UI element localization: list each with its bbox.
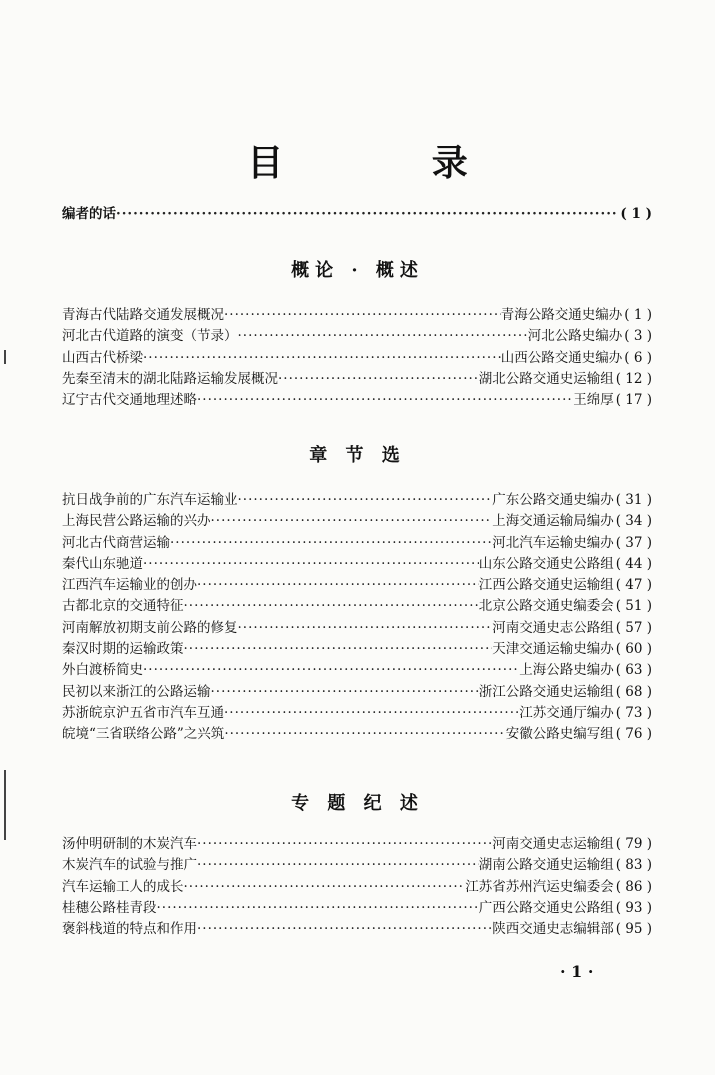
entry-page: ( 3 ) — [624, 328, 652, 345]
entry-author: 北京公路交通史编委会 — [478, 598, 614, 615]
entry-title: 江西汽车运输业的创办 — [62, 577, 197, 594]
section-list — [62, 305, 652, 411]
entry-page: ( 76 ) — [615, 726, 652, 743]
entry-page: ( 63 ) — [615, 662, 652, 679]
entry-title: 河北古代商营运输 — [62, 534, 170, 551]
entry-title: 木炭汽车的试验与推广 — [62, 857, 197, 874]
entry-author: 河南交通史志公路组 — [492, 619, 614, 636]
leader-dots — [197, 575, 479, 596]
leader-dots — [278, 369, 479, 390]
entry-author: 河南交通史志运输组 — [492, 836, 614, 852]
leader-dots — [143, 554, 479, 575]
leader-dots — [238, 618, 493, 639]
toc-entry[interactable] — [62, 618, 652, 639]
scan-margin-mark — [4, 770, 6, 840]
leader-dots — [211, 682, 479, 703]
entry-title: 河南解放初期支前公路的修复 — [62, 619, 238, 636]
toc-entry[interactable] — [62, 855, 652, 876]
section-heading: 章 节 选 — [309, 445, 406, 466]
leader-dots — [211, 511, 493, 532]
leader-dots — [224, 305, 501, 326]
toc-entry[interactable] — [62, 877, 652, 898]
entry-author: 江苏交通厅编办 — [519, 704, 614, 721]
toc-entry[interactable] — [62, 511, 652, 532]
entry-page: ( 68 ) — [615, 683, 652, 700]
entry-author: 上海公路史编办 — [519, 662, 614, 679]
toc-entry[interactable] — [62, 554, 652, 575]
editor-entry[interactable] — [62, 204, 652, 225]
entry-page: ( 73 ) — [615, 704, 652, 721]
entry-page: ( 1 ) — [620, 206, 652, 222]
leader-dots — [238, 326, 528, 347]
entry-title: 汽车运输工人的成长 — [62, 878, 184, 895]
entry-page: ( 93 ) — [615, 899, 652, 916]
page-number: · 1 · — [560, 962, 594, 981]
leader-dots — [184, 639, 493, 660]
entry-page: ( 57 ) — [615, 619, 652, 636]
entry-title: 苏浙皖京沪五省市汽车互通 — [62, 704, 224, 721]
entry-page: ( 83 ) — [615, 857, 652, 874]
section-heading: 专 题 纪 述 — [291, 793, 424, 814]
leader-dots — [224, 703, 519, 724]
toc-entry[interactable] — [62, 898, 652, 919]
leader-dots — [224, 724, 505, 745]
section-list — [62, 834, 652, 940]
entry-title: 外白渡桥简史 — [62, 662, 143, 679]
toc-entry[interactable] — [62, 703, 652, 724]
section-list — [62, 490, 652, 746]
toc-entry[interactable] — [62, 533, 652, 554]
entry-page: ( 31 ) — [615, 492, 652, 508]
leader-dots — [238, 490, 493, 511]
entry-title: 民初以来浙江的公路运输 — [62, 683, 211, 700]
entry-title: 桂穗公路桂青段 — [62, 899, 157, 916]
toc-entry[interactable] — [62, 348, 652, 369]
entry-page: ( 95 ) — [615, 921, 652, 938]
toc-entry[interactable] — [62, 326, 652, 347]
entry-page: ( 17 ) — [615, 392, 652, 409]
entry-author: 河北公路史编办 — [527, 328, 623, 345]
entry-author: 湖北公路交通史运输组 — [478, 370, 614, 387]
entry-author: 安徽公路史编写组 — [505, 726, 614, 743]
entry-title: 秦汉时期的运输政策 — [62, 641, 184, 658]
entry-page: ( 34 ) — [615, 513, 652, 530]
entry-title: 辽宁古代交通地理述略 — [62, 392, 197, 409]
entry-author: 江苏省苏州汽运史编委会 — [465, 878, 614, 895]
toc-entry[interactable] — [62, 490, 652, 511]
toc-entry[interactable] — [62, 369, 652, 390]
entry-page: ( 79 ) — [615, 836, 652, 852]
entry-page: ( 12 ) — [615, 370, 652, 387]
entry-page: ( 44 ) — [615, 555, 652, 572]
entry-title: 上海民营公路运输的兴办 — [62, 513, 211, 530]
leader-dots — [170, 533, 492, 554]
entry-title: 河北古代道路的演变（节录） — [62, 328, 238, 345]
leader-dots — [197, 919, 492, 940]
entry-page: ( 37 ) — [615, 534, 652, 551]
entry-title: 秦代山东驰道 — [62, 555, 143, 572]
leader-dots — [143, 348, 501, 369]
entry-author: 江西公路交通史运输组 — [478, 577, 614, 594]
leader-dots — [184, 877, 466, 898]
entry-author: 山西公路交通史编办 — [500, 349, 623, 366]
toc-entry[interactable] — [62, 390, 652, 411]
entry-page: ( 1 ) — [624, 307, 652, 323]
entry-author: 天津交通运输史编办 — [492, 641, 614, 658]
entry-author: 青海公路交通史编办 — [500, 307, 623, 323]
entry-title: 古都北京的交通特征 — [62, 598, 184, 615]
entry-author: 山东公路交通史公路组 — [478, 555, 614, 572]
entry-title: 抗日战争前的广东汽车运输业 — [62, 492, 238, 508]
leader-dots — [197, 834, 492, 855]
leader-dots — [116, 204, 618, 225]
entry-author: 河北汽车运输史编办 — [492, 534, 614, 551]
entry-author: 上海交通运输局编办 — [492, 513, 614, 530]
entry-author: 广东公路交通史编办 — [492, 492, 614, 508]
leader-dots — [197, 855, 479, 876]
entry-title: 青海古代陆路交通发展概况 — [62, 307, 224, 323]
entry-page: ( 86 ) — [615, 878, 652, 895]
entry-title: 汤仲明研制的木炭汽车 — [62, 836, 197, 852]
toc-entry[interactable] — [62, 596, 652, 617]
section-heading: 概论 · 概述 — [291, 260, 424, 281]
toc-entry[interactable] — [62, 724, 652, 745]
entry-author: 浙江公路交通史运输组 — [478, 683, 614, 700]
entry-title: 褒斜栈道的特点和作用 — [62, 921, 197, 938]
toc-entry[interactable] — [62, 660, 652, 681]
scan-margin-mark — [4, 350, 6, 364]
leader-dots — [184, 596, 479, 617]
entry-title: 编者的话 — [62, 206, 116, 222]
toc-entry[interactable] — [62, 682, 652, 703]
entry-author: 陕西交通史志编辑部 — [492, 921, 614, 938]
leader-dots — [157, 898, 479, 919]
entry-author: 王绵厚 — [573, 392, 614, 409]
entry-page: ( 60 ) — [615, 641, 652, 658]
toc-entry[interactable] — [62, 305, 652, 326]
leader-dots — [197, 390, 573, 411]
entry-title: 先秦至清末的湖北陆路运输发展概况 — [62, 370, 278, 387]
entry-page: ( 51 ) — [615, 598, 652, 615]
entry-title: 山西古代桥梁 — [62, 349, 143, 366]
toc-entry[interactable] — [62, 639, 652, 660]
toc-entry[interactable] — [62, 919, 652, 940]
entry-page: ( 47 ) — [615, 577, 652, 594]
toc-entry[interactable] — [62, 834, 652, 855]
entry-title: 皖境“三省联络公路”之兴筑 — [62, 726, 225, 743]
entry-page: ( 6 ) — [624, 349, 652, 366]
toc-entry[interactable] — [62, 575, 652, 596]
entry-author: 广西公路交通史公路组 — [478, 899, 614, 916]
entry-author: 湖南公路交通史运输组 — [478, 857, 614, 874]
page-title: 目 录 — [247, 142, 536, 184]
leader-dots — [143, 660, 519, 681]
